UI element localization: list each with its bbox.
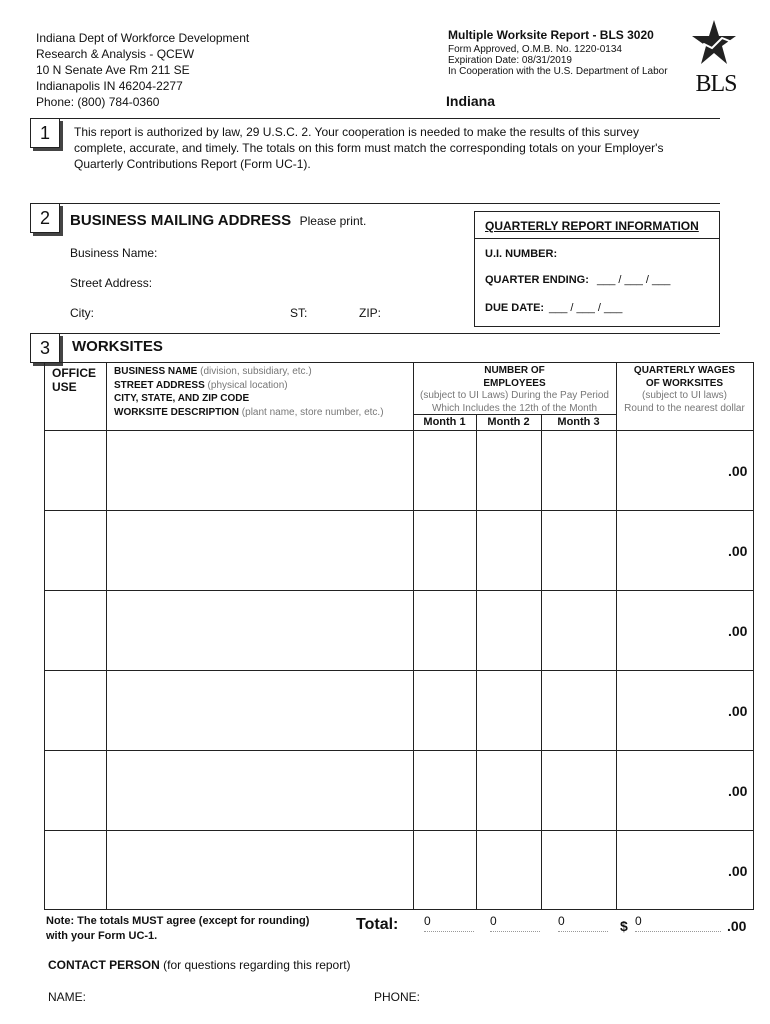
bls-logo-text: BLS [695,71,737,97]
street-col-note: (physical location) [207,379,288,391]
form-expiration: Expiration Date: 08/31/2019 [448,55,572,66]
quarterly-report-box [474,211,720,327]
state-input[interactable] [313,304,353,320]
contact-heading [48,958,351,972]
bls-logo [686,18,746,97]
table-row[interactable] [44,591,754,670]
table-row[interactable] [44,431,754,510]
business-column-header [114,365,384,419]
office-use-line-1: OFFICE [52,366,96,380]
section3-rule [30,333,720,334]
totals-note-line-2: with your Form UC-1. [46,930,158,942]
contact-name-input[interactable] [90,988,366,1004]
quarterly-report-heading: QUARTERLY REPORT INFORMATION [485,219,699,233]
quarter-ending-label: QUARTER ENDING: [485,274,589,286]
agency-name: Indiana Dept of Workforce Development [36,31,250,45]
month-2-header: Month 2 [487,416,530,428]
state-label: ST: [290,306,308,320]
contact-phone-input[interactable] [426,988,738,1004]
authorization-line-3: Quarterly Contributions Report (Form UC-1). [74,157,311,171]
business-name-input[interactable] [164,244,454,260]
total-wages[interactable]: 0 [635,914,721,932]
wages-line-1: QUARTERLY WAGES [633,365,736,376]
total-month-3[interactable]: 0 [558,914,608,932]
table-row[interactable] [44,751,754,830]
table-border-top [44,362,754,363]
form-info [448,28,668,77]
worksites-heading: WORKSITES [72,338,163,355]
section3-number: 3 [30,333,60,363]
zip-label: ZIP: [359,306,382,320]
authorization-line-2: complete, accurate, and timely. The totals on this form must match the corresponding totals on your Employer's [74,141,664,155]
ui-number-input[interactable] [563,245,705,261]
employees-line-2: EMPLOYEES [483,377,546,389]
authorization-text [74,124,663,172]
wages-header [616,365,753,415]
agency-phone: Phone: (800) 784-0360 [36,95,160,109]
row-6-cents: .00 [728,863,748,879]
contact-title: CONTACT PERSON [48,958,160,972]
city-col-label: CITY, STATE, AND ZIP CODE [114,393,250,404]
form-approval: Form Approved, O.M.B. No. 1220-0134 [448,44,622,55]
business-name-col-note: (division, subsidiary, etc.) [200,366,312,377]
table-row[interactable] [44,511,754,590]
row-4-cents: .00 [728,703,748,719]
total-month-2[interactable]: 0 [490,914,540,932]
agency-division: Research & Analysis - QCEW [36,47,195,61]
star-icon [686,18,746,70]
mailing-address-note: Please print. [299,214,367,228]
employees-header [413,365,616,415]
agency-city: Indianapolis IN 46204-2277 [36,79,183,93]
total-month-1[interactable]: 0 [424,914,474,932]
agency-address [36,30,249,110]
street-col-label: STREET ADDRESS [114,379,205,391]
dollar-sign: $ [620,918,628,934]
mailing-address-title: BUSINESS MAILING ADDRESS [70,212,292,229]
wages-note-1: (subject to UI laws) [641,390,728,401]
table-row[interactable] [44,671,754,750]
business-name-col-label: BUSINESS NAME [114,366,198,377]
city-input[interactable] [94,304,282,320]
wages-line-2: OF WORKSITES [645,377,724,389]
table-border-bottom [44,909,754,910]
worksite-col-label: WORKSITE DESCRIPTION [114,406,240,418]
month-1-header: Month 1 [423,416,466,428]
row-5-cents: .00 [728,783,748,799]
section1-number: 1 [30,118,60,148]
section1-rule [30,118,720,119]
section2-number: 2 [30,203,60,233]
row-2-cents: .00 [728,543,748,559]
table-row[interactable] [44,831,754,909]
city-label: City: [70,306,94,320]
due-date-value[interactable]: ___ / ___ / ___ [549,302,623,314]
business-name-label: Business Name: [70,246,158,260]
office-use-line-2: USE [52,380,77,394]
wages-note-2: Round to the nearest dollar [624,402,745,414]
contact-phone-label: PHONE: [374,990,421,1004]
month-3-header: Month 3 [557,416,600,428]
state-name: Indiana [446,93,496,109]
zip-input[interactable] [388,304,456,320]
employees-note-1: (subject to UI Laws) During the Pay Period [420,390,609,401]
ui-number-label: U.I. NUMBER: [485,248,558,260]
worksite-col-note: (plant name, store number, etc.) [241,406,384,418]
form-title: Multiple Worksite Report - BLS 3020 [448,28,654,42]
section2-rule [30,203,720,204]
row-1-cents: .00 [728,463,748,479]
row-3-cents: .00 [728,623,748,639]
street-address-input[interactable] [160,274,456,290]
totals-note-line-1: Note: The totals MUST agree (except for rounding) [46,915,310,927]
authorization-line-1: This report is authorized by law, 29 U.S.C. 2. Your cooperation is needed to make the results of this survey [74,125,639,139]
mailing-address-heading [70,212,366,230]
street-address-label: Street Address: [70,276,153,290]
total-label: Total: [356,916,399,933]
agency-street: 10 N Senate Ave Rm 211 SE [36,63,190,77]
quarterly-divider [475,238,719,239]
form-cooperation: In Cooperation with the U.S. Department of Labor [448,66,668,77]
employees-line-1: NUMBER OF [484,365,545,376]
office-use-header [52,366,96,394]
totals-note [46,914,309,944]
worksites-table [44,362,754,910]
employees-note-2: Which Includes the 12th of the Month [431,402,598,414]
due-date-label: DUE DATE: [485,302,545,314]
quarter-ending-value[interactable]: ___ / ___ / ___ [597,274,671,286]
contact-name-label: NAME: [48,990,87,1004]
total-cents: .00 [727,918,747,934]
contact-note: (for questions regarding this report) [163,958,351,972]
